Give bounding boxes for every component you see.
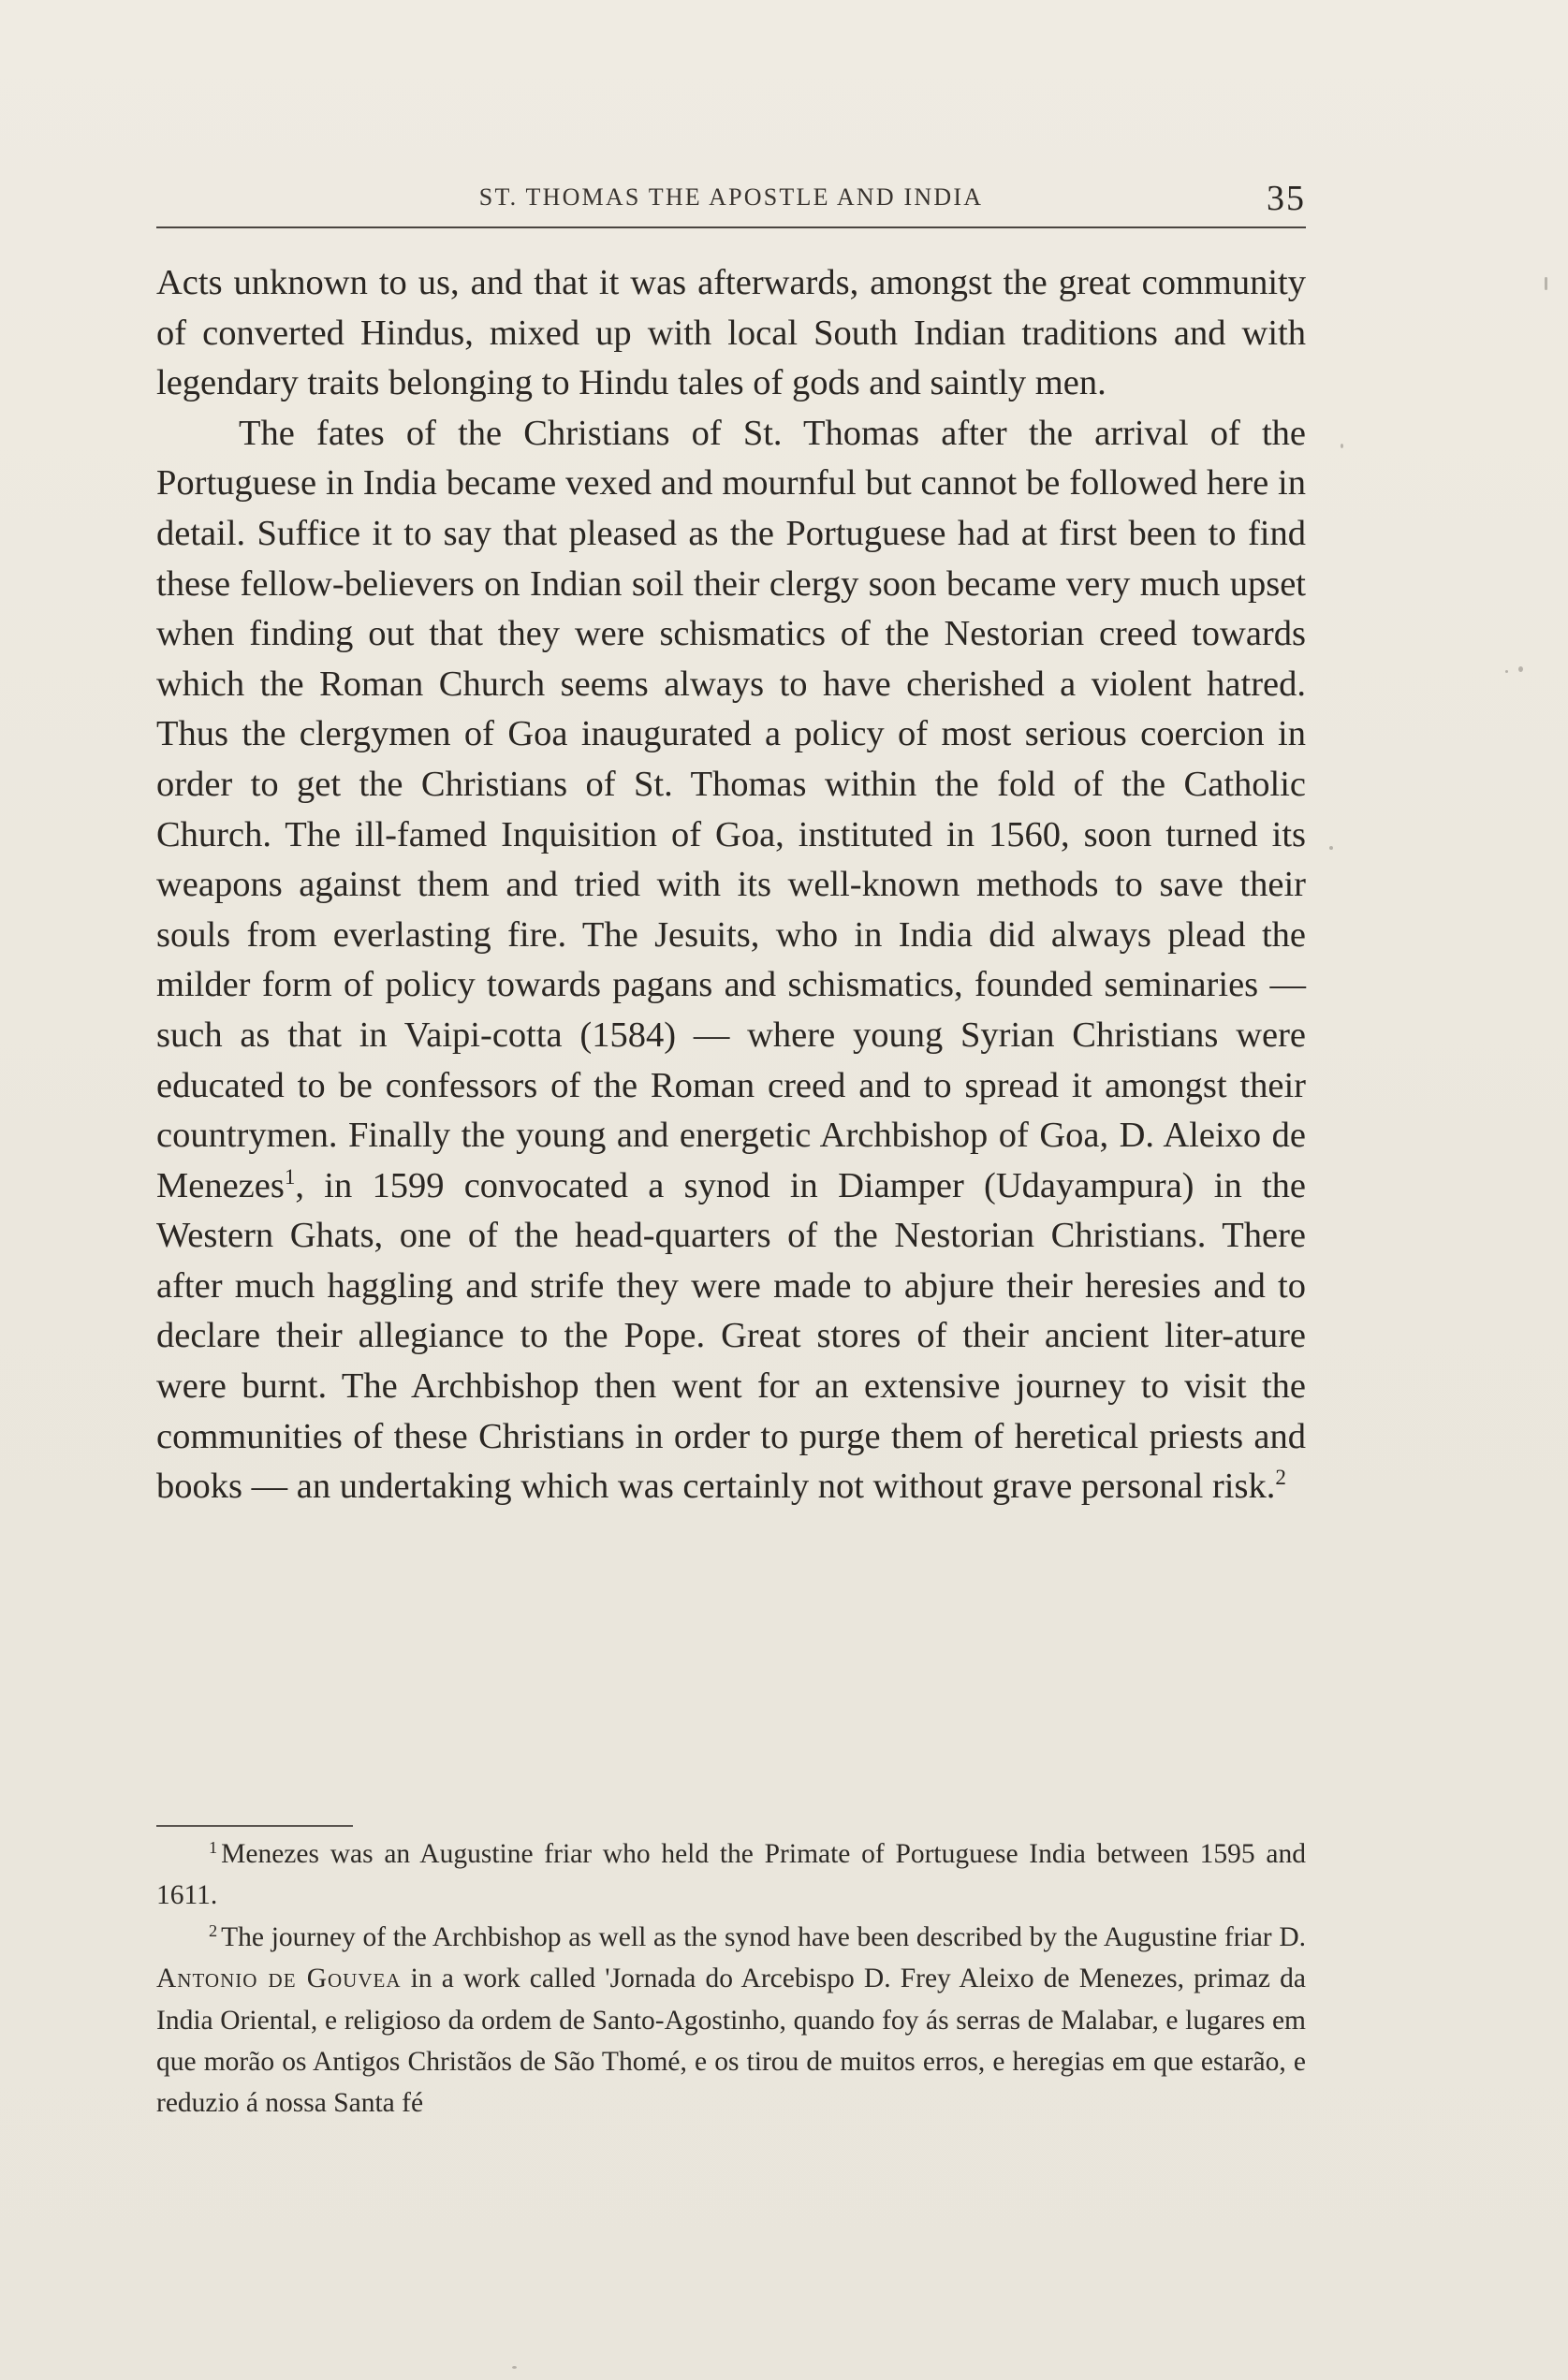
footnote-ref-1: 1 — [284, 1163, 296, 1189]
page-header — [156, 178, 1306, 228]
footnote-1-mark: 1 — [209, 1837, 218, 1857]
paragraph-1 — [156, 258, 1306, 409]
footnote-1-text: Menezes was an Augustine friar who held the Primate of Portuguese India between 1595 and 1611. — [156, 1839, 1306, 1911]
footnote-ref-2: 2 — [1275, 1465, 1286, 1490]
paper-speck — [512, 2366, 517, 2369]
footnote-1 — [156, 1833, 1306, 1917]
paper-speck — [1341, 444, 1343, 448]
paper-speck — [1505, 670, 1508, 673]
main-text — [156, 258, 1306, 1512]
paragraph-1-text: Acts unknown to us, and that it was afterwards, amongst the great community of converted Hindus, mixed up with local South Indian traditions and with legendary traits belonging to Hindu tales of gods and saintly men. — [156, 263, 1306, 403]
paper-speck — [1545, 277, 1547, 290]
footnote-2 — [156, 1917, 1306, 2124]
footnote-2-text-b: in a work called 'Jornada do Arcebispo D. Frey Aleixo de Menezes, primaz da India Oriental, e religioso da ordem de Santo-Agostinho, quando foy ás serras de Malabar, e lugares em que morão os Antigos Christãos de São Thomé, e os tirou de muitos erros, e heregias em que estarão, e reduzio á nossa Santa fé — [156, 1964, 1306, 2119]
paper-speck — [1329, 846, 1333, 850]
paragraph-2-text-b: , in 1599 convocated a synod in Diamper (Udayampura) in the Western Ghats, one of the head-quarters of the Nestorian Christians. There after much haggling and strife they were made to abjure their heresies and to declare their allegiance to the Pope. Great stores of their ancient liter-ature were burnt. The Archbishop then went for an extensive journey to visit the communities of these Christians in order to purge them of heretical priests and books — an undertaking which was certainly not without grave personal risk. — [156, 1165, 1306, 1507]
paragraph-2 — [156, 409, 1306, 1512]
page-number: 35 — [1267, 179, 1306, 218]
paragraph-2-text-a: The fates of the Christians of St. Thomas after the arrival of the Portuguese in India became vexed and mournful but cannot be followed here in detail. Suffice it to say that pleased as the Portuguese had at first been to find these fellow-believers on Indian soil their clergy soon became very much upset when finding out that they were schismatics of the Nestorian creed towards which the Roman Church seems always to have cherished a violent hatred. Thus the clergymen of Goa inaugurated a policy of most serious coercion in order to get the Christians of St. Thomas within the fold of the Catholic Church. The ill-famed Inquisition of Goa, instituted in 1560, soon turned its weapons against them and tried with its well-known methods to save their souls from everlasting fire. The Jesuits, who in India did always plead the milder form of policy towards pagans and schismatics, founded seminaries — such as that in Vaipi-cotta (1584) — where young Syrian Christians were educated to be confessors of the Roman creed and to spread it amongst their countrymen. Finally the young and energetic Archbishop of Goa, D. Aleixo de Menezes — [156, 413, 1306, 1205]
footnote-2-author: Antonio de Gouvea — [156, 1964, 402, 1994]
footnote-divider — [156, 1825, 353, 1827]
running-title: ST. THOMAS THE APOSTLE AND INDIA — [478, 183, 984, 211]
footnote-2-text-a: The journey of the Archbishop as well as the synod have been described by the Augustine friar D. — [221, 1921, 1306, 1952]
footnote-2-mark: 2 — [209, 1920, 218, 1940]
footnotes — [156, 1833, 1306, 2124]
paper-speck — [1518, 666, 1523, 672]
